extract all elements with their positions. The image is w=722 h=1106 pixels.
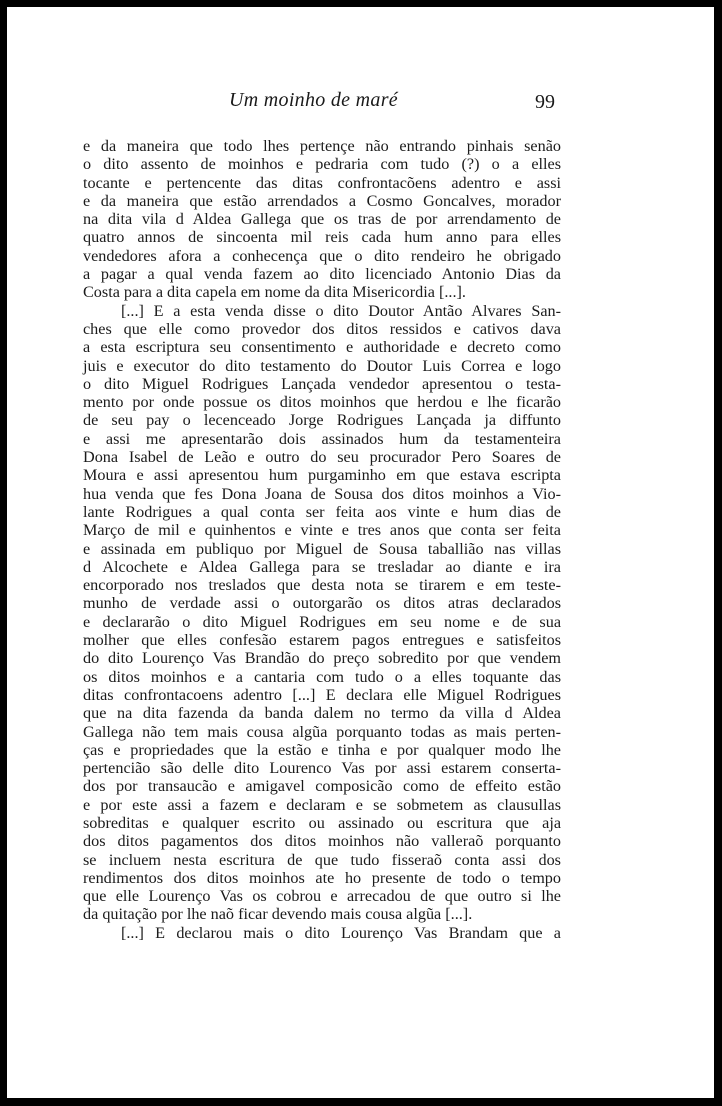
text-line: Dona Isabel de Leão e outro do seu procurador Pero Soares de	[83, 448, 561, 467]
paragraph-start: [...] E declarou mais o dito Lourenço Vas Brandam que a	[121, 923, 561, 942]
text-line: a pagar a qual venda fazem ao dito licenciado Antonio Dias da	[83, 265, 561, 284]
text-line: os ditos moinhos e a cantaria com tudo o a elles toquante das	[83, 667, 561, 686]
text-line: pertencião são delle dito Lourenco Vas por assi estarem conserta-	[83, 759, 561, 778]
book-page	[7, 7, 714, 1098]
text-line: d Alcochete e Aldea Gallega para se tresladar ao diante e ira	[83, 557, 561, 576]
running-title: Um moinho de maré	[229, 89, 398, 111]
text-line: Gallega não tem mais cousa algũa porquanto todas as mais perten-	[83, 722, 561, 741]
text-line: rendimentos dos ditos moinhos ate ho presente de todo o tempo	[83, 868, 561, 887]
text-line: Moura e assi apresentou hum purgaminho em que estava escripta	[83, 466, 561, 485]
text-line: na dita vila d Aldea Gallega que os tras de por arrendamento de	[83, 210, 561, 229]
text-line: tocante e pertencente das ditas confrontacõens adentro e assi	[83, 173, 561, 192]
text-line: a esta escriptura seu consentimento e authoridade e decreto como	[83, 338, 561, 357]
text-line: lante Rodrigues a qual conta ser feita aos vinte e hum dias de	[83, 502, 561, 521]
text-line: e assi me apresentarão dois assinados hum da testamenteira	[83, 429, 561, 448]
paragraph-start: [...] E a esta venda disse o dito Doutor Antão Alvares San-	[121, 301, 561, 320]
text-line: dos ditos pagamentos dos ditos moinhos não valleraõ porquanto	[83, 832, 561, 851]
text-line: Março de mil e quinhentos e vinte e tres anos que conta ser feita	[83, 521, 561, 540]
text-line: sobreditas e qualquer escrito ou assinado ou escritura que aja	[83, 813, 561, 832]
text-line: do dito Lourenço Vas Brandão do preço sobredito por que vendem	[83, 649, 561, 668]
page-number: 99	[535, 91, 555, 113]
text-line: molher que elles confesão estarem pagos entregues e satisfeitos	[83, 631, 561, 650]
text-line: da quitação por lhe naõ ficar devendo mais cousa algũa [...].	[83, 905, 473, 924]
text-line: e por este assi a fazem e declaram e se sobmetem as clausullas	[83, 795, 561, 814]
text-line: munho de verdade assi o outorgarão os ditos atras declarados	[83, 594, 561, 613]
text-line: o dito Miguel Rodrigues Lançada vendedor apresentou o testa-	[83, 374, 561, 393]
text-line: mento por onde possue os ditos moinhos que herdou e lhe ficarão	[83, 393, 561, 412]
text-line: ditas confrontacoens adentro [...] E declara elle Miguel Rodrigues	[83, 685, 561, 704]
page-header	[7, 89, 714, 119]
text-line: ças e propriedades que la estão e tinha e por qualquer modo lhe	[83, 740, 561, 759]
text-line: ches que elle como provedor dos ditos ressidos e cativos dava	[83, 319, 561, 338]
text-line: que na dita fazenda da banda dalem no termo da villa d Aldea	[83, 704, 561, 723]
text-line: e da maneira que estão arrendados a Cosmo Goncalves, morador	[83, 191, 561, 210]
text-line: juis e executor do dito testamento do Doutor Luis Correa e logo	[83, 356, 561, 375]
text-line: hua venda que fes Dona Joana de Sousa dos ditos moinhos a Vio-	[83, 484, 561, 503]
text-line: o dito assento de moinhos e pedraria com tudo (?) o a elles	[83, 155, 561, 174]
text-line: encorporado nos treslados que desta nota se tirarem e em teste-	[83, 576, 561, 595]
text-line: e da maneira que todo lhes pertençe não entrando pinhais senão	[83, 137, 561, 155]
text-line: vendedores afora a conhecença que o dito rendeiro he obrigado	[83, 246, 561, 265]
body-text	[83, 137, 561, 942]
text-line: e assinada em publiquo por Miguel de Sousa taballião nas villas	[83, 539, 561, 558]
text-line: quatro annos de sincoenta mil reis cada hum anno para elles	[83, 228, 561, 247]
text-line: de seu pay o lecenceado Jorge Rodrigues Lançada ja diffunto	[83, 411, 561, 430]
text-line: se incluem nesta escritura de que tudo fisseraõ conta assi dos	[83, 850, 561, 869]
text-line: Costa para a dita capela em nome da dita Misericordia [...].	[83, 283, 466, 302]
text-line: que elle Lourenço Vas os cobrou e arrecadou de que outro si lhe	[83, 887, 561, 906]
text-line: dos por transaucão e amigavel composicão como de effeito estão	[83, 777, 561, 796]
text-line: e declararão o dito Miguel Rodrigues em seu nome e de sua	[83, 612, 561, 631]
